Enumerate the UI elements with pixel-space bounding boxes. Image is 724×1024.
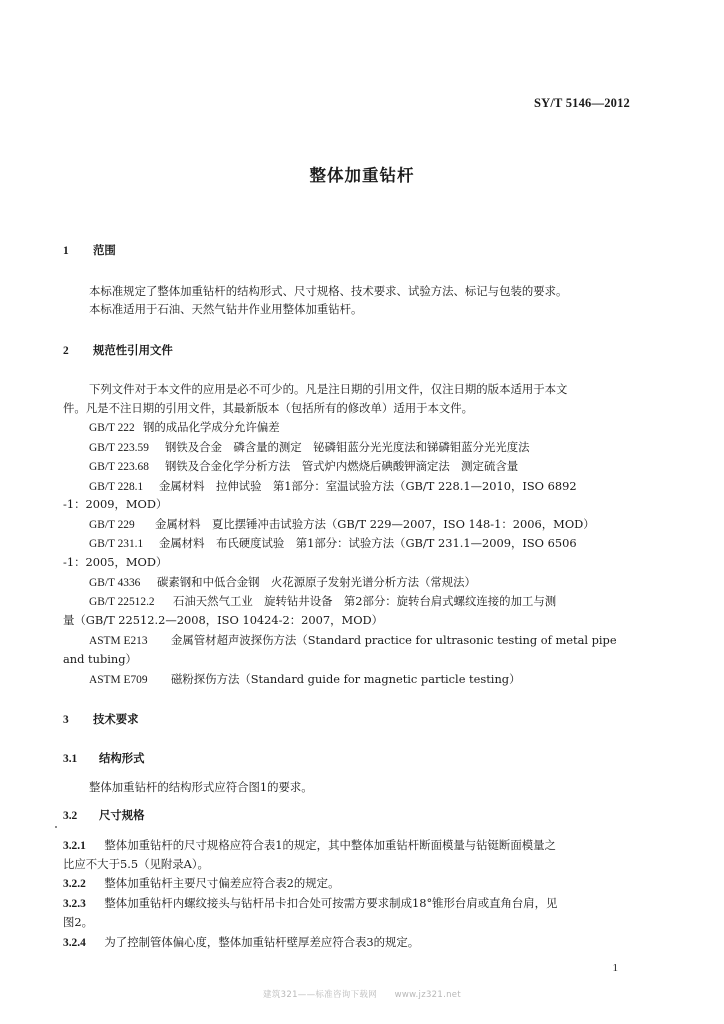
reference-code: GB/T 229 — [89, 519, 135, 531]
section-title: 技术要求 — [93, 712, 139, 726]
clause-item — [63, 838, 556, 853]
structure-paragraph: 整体加重钻杆的结构形式应符合图1的要求。 — [89, 780, 313, 794]
reference-title: 钢铁及合金化学分析方法 管式炉内燃烧后碘酸钾滴定法 测定硫含量 — [165, 459, 519, 473]
clause-continuation: 比应不大于5.5（见附录A）。 — [63, 857, 209, 871]
reference-title: 磁粉探伤方法（Standard guide for magnetic particle testing） — [171, 672, 521, 686]
reference-entry — [89, 633, 617, 648]
reference-code: GB/T 231.1 — [89, 538, 144, 550]
reference-code: GB/T 228.1 — [89, 481, 144, 493]
scope-paragraph-2: 本标准适用于石油、天然气钻井作业用整体加重钻杆。 — [89, 302, 363, 316]
scope-paragraph-1: 本标准规定了整体加重钻杆的结构形式、尺寸规格、技术要求、试验方法、标记与包装的要求。 — [89, 284, 568, 298]
section-number: 1 — [63, 245, 69, 257]
reference-entry — [89, 575, 476, 590]
clause-number: 3.2.2 — [63, 878, 86, 890]
section-2-heading — [63, 343, 173, 358]
clause-item — [63, 935, 419, 950]
clause-text: 整体加重钻杆主要尺寸偏差应符合表2的规定。 — [104, 876, 340, 890]
subsection-number: 3.1 — [63, 753, 78, 765]
reference-entry — [89, 420, 280, 435]
reference-continuation: -1：2009，MOD） — [63, 497, 168, 511]
subsection-number: 3.2 — [63, 810, 78, 822]
reference-entry — [89, 479, 577, 494]
standard-code: SY/T 5146—2012 — [534, 96, 630, 110]
section-1-heading — [63, 243, 116, 258]
reference-code: GB/T 22512.2 — [89, 596, 155, 608]
section-number: 3 — [63, 714, 69, 726]
clause-number: 3.2.4 — [63, 937, 86, 949]
watermark-footer[interactable]: 建筑321——标准咨询下载网 www.jz321.net — [263, 990, 461, 1000]
reference-title: 石油天然气工业 旋转钻井设备 第2部分：旋转台肩式螺纹连接的加工与测 — [173, 594, 557, 608]
clause-item — [63, 876, 339, 891]
subsection-3-1-heading — [63, 751, 145, 766]
clause-number: 3.2.1 — [63, 840, 86, 852]
reference-code: ASTM E709 — [89, 674, 148, 686]
document-title: 整体加重钻杆 — [309, 166, 415, 185]
reference-entry — [89, 536, 577, 551]
references-intro-line-2: 件。凡是不注日期的引用文件，其最新版本（包括所有的修改单）适用于本文件。 — [63, 401, 474, 415]
reference-title: 碳素钢和中低合金钢 火花源原子发射光谱分析方法（常规法） — [157, 575, 476, 589]
reference-title: 钢铁及合金 磷含量的测定 铋磷钼蓝分光光度法和锑磷钼蓝分光光度法 — [165, 440, 530, 454]
reference-entry — [89, 459, 518, 474]
reference-title: 金属材料 布氏硬度试验 第1部分：试验方法（GB/T 231.1—2009，ISO 6506 — [159, 536, 577, 550]
reference-title: 金属材料 拉伸试验 第1部分：室温试验方法（GB/T 228.1—2010，ISO 6892 — [159, 479, 577, 493]
section-3-heading — [63, 712, 139, 727]
reference-entry — [89, 440, 530, 455]
reference-title: 金属材料 夏比摆锤冲击试验方法（GB/T 229—2007，ISO 148-1：2006，MOD） — [155, 517, 595, 531]
clause-text: 整体加重钻杆的尺寸规格应符合表1的规定，其中整体加重钻杆断面模量与钻铤断面模量之 — [104, 838, 556, 852]
section-number: 2 — [63, 345, 69, 357]
section-title: 范围 — [93, 243, 116, 257]
reference-entry — [89, 672, 520, 687]
reference-code: GB/T 4336 — [89, 577, 141, 589]
reference-entry — [89, 594, 556, 609]
section-title: 规范性引用文件 — [93, 343, 173, 357]
subsection-title: 结构形式 — [99, 751, 145, 765]
clause-text: 为了控制管体偏心度，整体加重钻杆壁厚差应符合表3的规定。 — [104, 935, 420, 949]
reference-continuation: and tubing） — [63, 652, 137, 666]
clause-number: 3.2.3 — [63, 898, 86, 910]
reference-title: 金属管材超声波探伤方法（Standard practice for ultrasonic testing of metal pipe — [171, 633, 617, 647]
reference-code: GB/T 222 — [89, 422, 135, 434]
subsection-3-2-heading — [63, 808, 145, 823]
clause-item — [63, 896, 557, 911]
reference-continuation: 量（GB/T 22512.2—2008，ISO 10424-2：2007，MOD） — [63, 613, 384, 627]
reference-code: ASTM E213 — [89, 635, 148, 647]
reference-code: GB/T 223.68 — [89, 461, 149, 473]
reference-code: GB/T 223.59 — [89, 442, 149, 454]
subsection-title: 尺寸规格 — [99, 808, 145, 822]
page-number: 1 — [612, 962, 618, 974]
scan-speck — [55, 826, 57, 828]
references-intro-line-1: 下列文件对于本文件的应用是必不可少的。凡是注日期的引用文件，仅注日期的版本适用于本文 — [89, 382, 568, 396]
reference-entry — [89, 517, 595, 532]
reference-continuation: -1：2005，MOD） — [63, 555, 168, 569]
reference-title: 钢的成品化学成分允许偏差 — [143, 420, 280, 434]
clause-text: 整体加重钻杆内螺纹接头与钻杆吊卡扣合处可按需方要求制成18°锥形台肩或直角台肩，见 — [104, 896, 558, 910]
clause-continuation: 图2。 — [63, 915, 94, 929]
